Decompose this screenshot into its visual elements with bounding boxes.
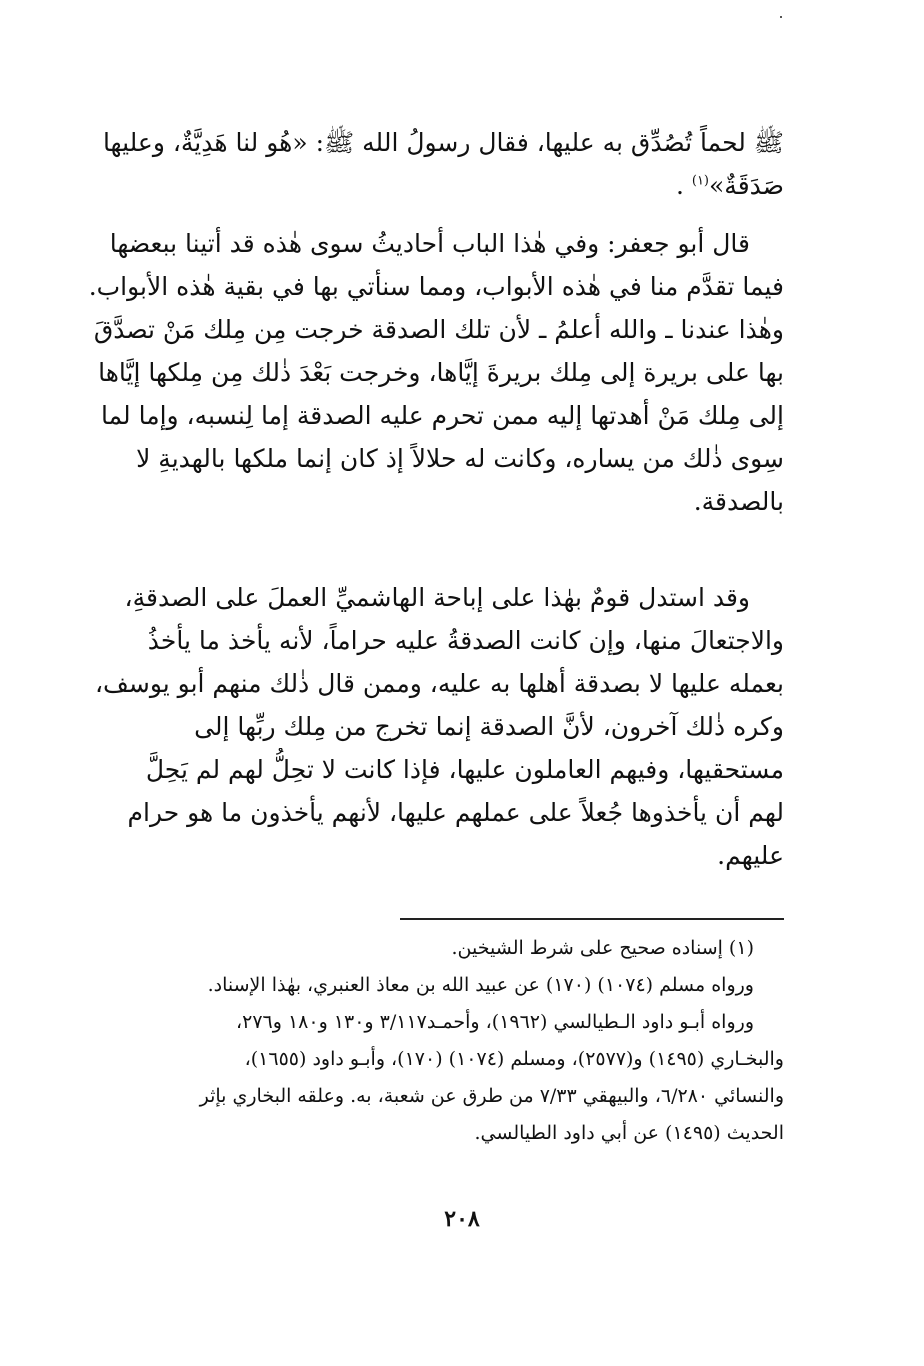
scan-speck [780,16,782,18]
footnote-line: ورواه أبـو داود الـطيالسي (١٩٦٢)، وأحمـد٣/١١٧ و١٣٠ و١٨٠ و٢٧٦، [235,1011,754,1033]
footnote-line: والبخـاري (١٤٩٥) و(٢٥٧٧)، ومسلم (١٠٧٤) (١٧٠)، وأبـو داود (١٦٥٥)، [244,1048,784,1070]
text-line: عليهم. [717,841,784,870]
text-line: سِوى ذٰلك من يساره، وكانت له حلالاً إذ كان إنما ملكها بالهديةِ لا [136,444,784,473]
paragraph-hadith-end [84,121,784,207]
text-line: مستحقيها، وفيهم العاملون عليها، فإذا كانت لا تحِلُّ لهم لم يَحِلَّ [145,755,784,784]
text-line: ﷺ لحماً تُصُدِّق به عليها، فقال رسولُ الله ﷺ: «هُو لنا هَدِيَّةٌ، وعليها [102,128,784,157]
footnote-separator [400,918,784,920]
footnote-line: (١) إسناده صحيح على شرط الشيخين. [451,937,754,959]
text-line [84,164,784,207]
text-line: قال أبو جعفر: وفي هٰذا الباب أحاديثُ سوى هٰذه قد أتينا ببعضها [109,229,750,258]
text-line: فيما تقدَّم منا في هٰذه الأبواب، ومما سنأتي بها في بقية هٰذه الأبواب. [88,272,784,301]
text-line: بعمله عليها لا بصدقة أهلها به عليه، وممن قال ذٰلك منهم أبو يوسف، [94,669,784,698]
text-line: بها على بريرة إلى مِلك بريرةَ إيَّاها، وخرجت بَعْدَ ذٰلك مِن مِلكها إيَّاها [98,358,784,387]
footnote-line: والنسائي ٦/٢٨٠، والبيهقي ٧/٣٣ من طرق عن شعبة، به. وعلقه البخاري بإثر [199,1085,784,1107]
text-line: وكره ذٰلك آخرون، لأنَّ الصدقة إنما تخرج من مِلك ربِّها إلى [194,712,784,741]
text-line: وهٰذا عندنا ـ والله أعلمُ ـ لأن تلك الصدقة خرجت مِن مِلك مَنْ تصدَّقَ [93,315,784,344]
footnote-line: ورواه مسلم (١٠٧٤) (١٧٠) عن عبيد الله بن معاذ العنبري، بهٰذا الإسناد. [207,974,754,996]
text-segment: . [675,171,692,200]
text-line: بالصدقة. [693,487,784,516]
text-line: وقد استدل قومٌ بهٰذا على إباحة الهاشميِّ العملَ على الصدقةِ، [124,583,750,612]
text-segment: صَدَقَةٌ» [709,171,784,200]
footnote-line: الحديث (١٤٩٥) عن أبي داود الطيالسي. [474,1122,784,1144]
footnotes [84,930,784,1152]
text-line: لهم أن يأخذوها جُعلاً على عملهم عليها، لأنهم يأخذون ما هو حرام [127,798,784,827]
paragraph-abu-jafar [84,222,784,523]
paragraph-hashimi-ruling [84,576,784,877]
page-number: ٢٠٨ [444,1206,480,1232]
text-line: والاجتعالَ منها، وإن كانت الصدقةُ عليه حراماً، لأنه يأخذ ما يأخذُ [147,626,784,655]
text-line: إلى مِلك مَنْ أهدتها إليه ممن تحرم عليه الصدقة إما لِنسبه، وإما لما [100,401,784,430]
footnote-reference[interactable]: (١) [691,173,709,189]
